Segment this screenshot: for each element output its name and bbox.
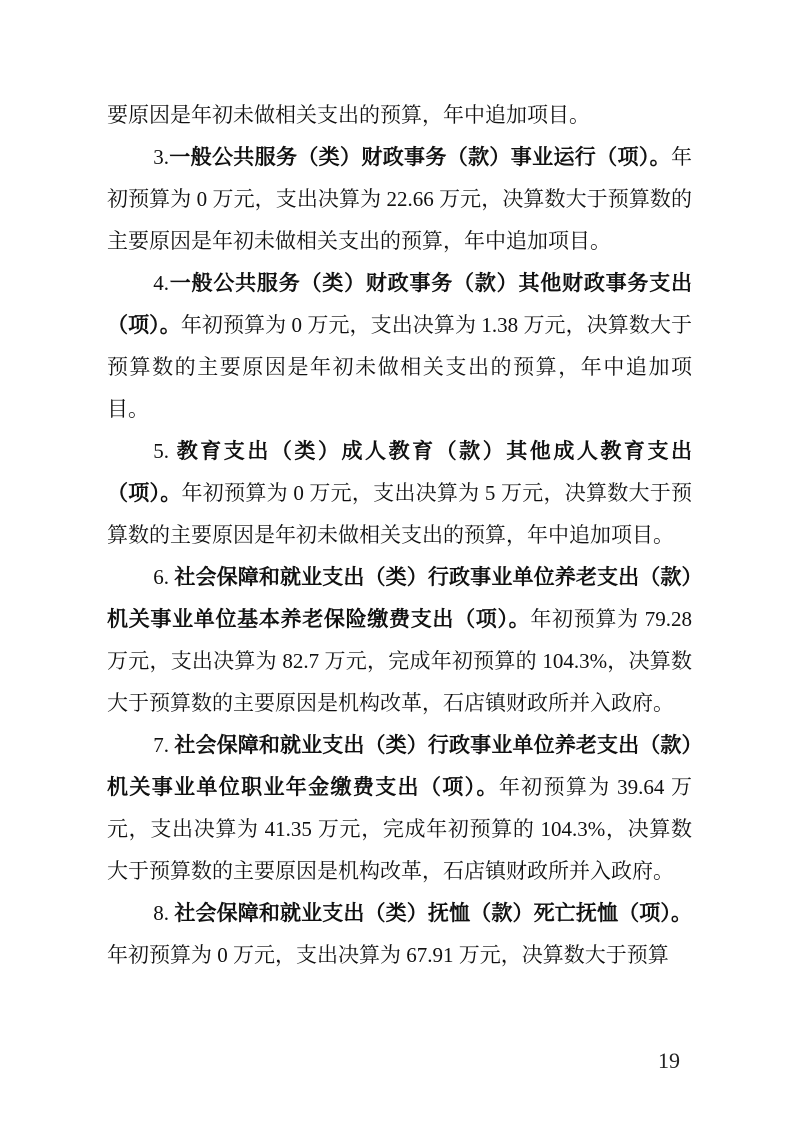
item-heading: 社会保障和就业支出（类）行政事业单位养老支出（款）机关事业单位职业年金缴费支出（项）。 (107, 733, 693, 799)
item-body: 年初预算为 0 万元，支出决算为 67.91 万元，决算数大于预算 (107, 943, 669, 967)
item-body: 年初预算为 0 万元，支出决算为 5 万元，决算数大于预算数的主要原因是年初未做相关支出的预算，年中追加项目。 (107, 481, 693, 547)
budget-item-5 (107, 430, 692, 556)
item-number: 6. (153, 565, 175, 589)
item-body: 年初预算为 39.64 万元，支出决算为 41.35 万元，完成年初预算的 104.3%，决算数大于预算数的主要原因是机构改革，石店镇财政所并入政府。 (107, 775, 693, 883)
item-number: 7. (153, 733, 175, 757)
item-heading: 一般公共服务（类）财政事务（款）事业运行（项）。 (168, 145, 671, 169)
budget-item-4 (107, 262, 692, 430)
item-body: 年初预算为 0 万元，支出决算为 1.38 万元，决算数大于预算数的主要原因是年初未做相关支出的预算，年中追加项目。 (107, 313, 693, 421)
budget-item-3 (107, 136, 692, 262)
item-body: 年初预算为 79.28 万元，支出决算为 82.7 万元，完成年初预算的 104.3%，决算数大于预算数的主要原因是机构改革，石店镇财政所并入政府。 (107, 607, 693, 715)
item-body: 年初预算为 0 万元，支出决算为 22.66 万元，决算数大于预算数的主要原因是年初未做相关支出的预算，年中追加项目。 (107, 145, 692, 253)
page-number: 19 (658, 1048, 680, 1073)
item-heading: 一般公共服务（类）财政事务（款）其他财政事务支出（项）。 (107, 271, 692, 337)
item-number: 4. (153, 271, 169, 295)
budget-item-6 (107, 556, 692, 724)
budget-item-8 (107, 892, 692, 976)
page-text-block (107, 94, 692, 976)
item-heading: 社会保障和就业支出（类）行政事业单位养老支出（款）机关事业单位基本养老保险缴费支出（项）。 (107, 565, 693, 631)
item-heading: 社会保障和就业支出（类）抚恤（款）死亡抚恤（项）。 (174, 901, 693, 925)
item-number: 5. (153, 439, 177, 463)
item-number: 8. (153, 901, 175, 925)
paragraph-continuation (107, 94, 692, 136)
budget-item-7 (107, 724, 692, 892)
item-heading: 教育支出（类）成人教育（款）其他成人教育支出（项）。 (107, 439, 693, 505)
item-number: 3. (153, 145, 169, 169)
paragraph-text: 要原因是年初未做相关支出的预算，年中追加项目。 (107, 103, 590, 127)
